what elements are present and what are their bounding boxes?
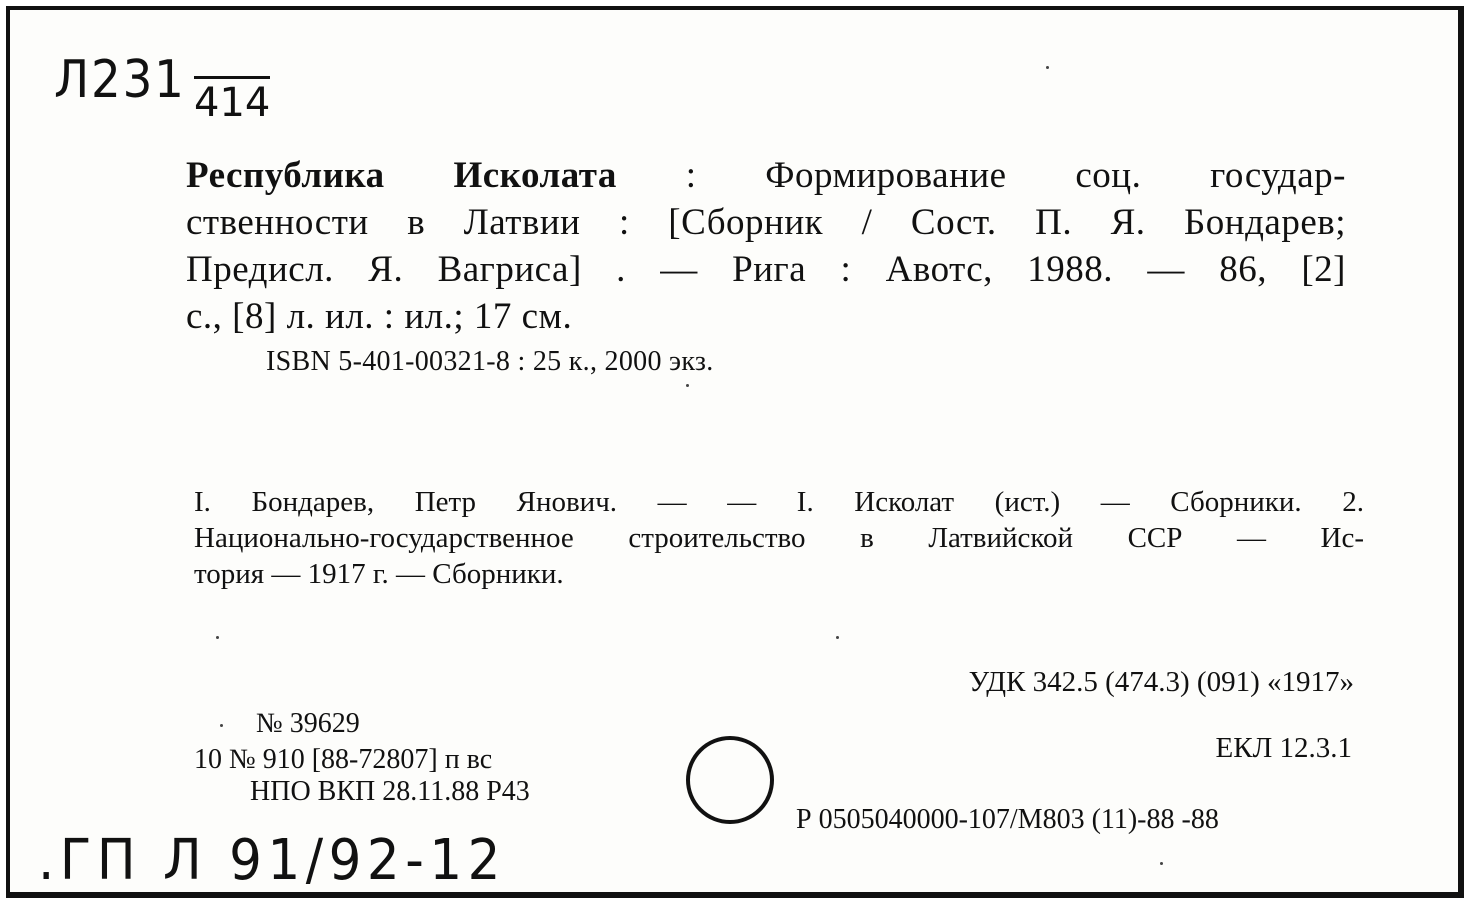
speck [216,636,219,639]
shelfmark-top-sub: 414 [194,76,270,125]
tracing-line-3: тория — 1917 г. — Сборники. [194,558,564,590]
title-line-2: ственности в Латвии : [Сборник / Сост. П. Я. Бондарев; [186,202,1346,243]
ekl-code: ЕКЛ 12.3.1 [1215,732,1352,764]
isbn-line: ISBN 5-401-00321-8 : 25 к., 2000 экз. [266,346,714,377]
speck [836,636,839,639]
speck [1046,66,1049,69]
subject-tracing [194,484,1364,592]
title-line-4: с., [8] л. ил. : ил.; 17 см. [186,296,573,337]
price-code: Р 0505040000-107/М803 (11)-88 -88 [796,804,1219,835]
speck [1160,862,1163,865]
tracing-line-1: I. Бондарев, Петр Янович. — — I. Исколат (ист.) — Сборники. 2. [194,486,1364,518]
punch-circle-icon [682,732,778,828]
title-line-1-rest: : Формирование соц. государ- [616,155,1346,196]
printer-imprint: НПО ВКП 28.11.88 Р43 [250,776,530,807]
shelfmark-top: Л231 [54,50,186,110]
title-line-1 [186,152,1346,199]
shelfmark-bottom: .ГП Л 91/92-12 [38,828,506,893]
speck [220,724,223,727]
udk-code: УДК 342.5 (474.3) (091) «1917» [968,666,1354,698]
card-number: № 39629 [256,708,360,739]
bibliographic-description [186,152,1346,340]
speck [686,384,689,387]
title-line-3: Предисл. Я. Вагриса] . — Рига : Авотс, 1988. — 86, [2] [186,249,1346,290]
order-number: 10 № 910 [88-72807] п вс [194,744,493,775]
tracing-line-2: Национально-государственное строительство в Латвийской ССР — Ис- [194,522,1364,554]
title-main: Республика Исколата [186,155,617,196]
catalog-card [6,6,1464,898]
